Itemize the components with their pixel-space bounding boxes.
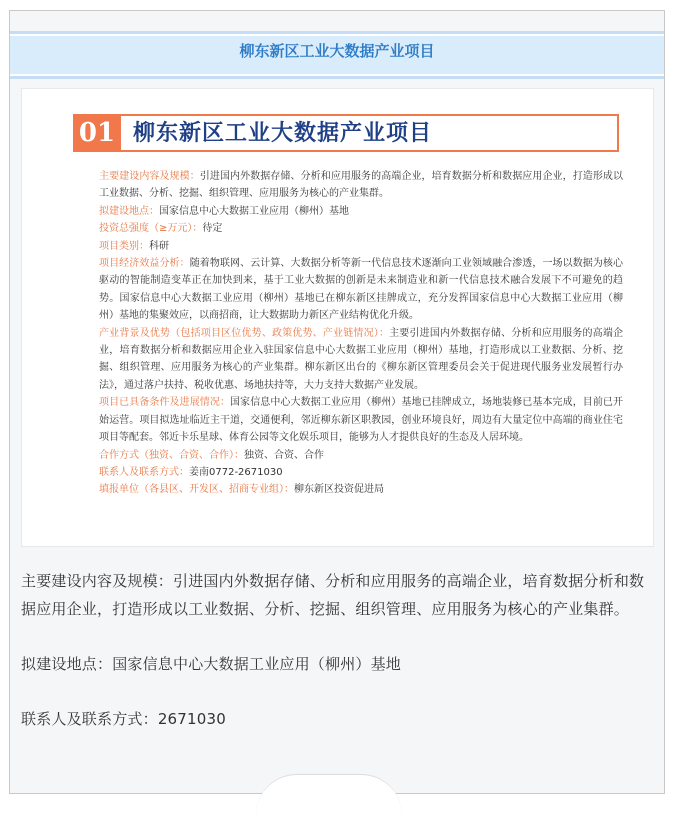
field-reporter — [75, 481, 623, 498]
field-value: 柳东新区投资促进局 — [294, 484, 384, 496]
field-value: 国家信息中心大数据工业应用（柳州）基地 — [159, 205, 349, 217]
article-frame — [9, 10, 665, 794]
field-key: 填报单位（各县区、开发区、招商专业组）： — [99, 484, 294, 496]
project-number: 01 — [73, 114, 121, 152]
summary-value: 2671030 — [157, 710, 227, 728]
summary-value: 引进国内外数据存储、分析和应用服务的高端企业，培育数据分析和数据应用企业，打造形成以工业数据、分析、挖掘、组织管理、应用服务为核心的产业集群。 — [21, 572, 645, 618]
poster-title: 柳东新区工业大数据产业项目 — [133, 120, 433, 146]
field-progress — [75, 394, 623, 446]
field-background — [75, 325, 623, 395]
field-key: 拟建设地点： — [99, 205, 159, 217]
field-contact — [75, 464, 623, 481]
field-investment — [75, 220, 623, 237]
field-key: 项目已具备条件及进展情况： — [99, 397, 231, 409]
field-key: 联系人及联系方式： — [99, 466, 189, 478]
field-scale — [75, 168, 623, 203]
field-value: 待定 — [202, 223, 223, 235]
field-key: 项目类别： — [99, 240, 149, 252]
poster-header — [73, 114, 619, 152]
summary-label: 拟建设地点： — [21, 655, 113, 673]
field-key: 项目经济效益分析： — [99, 258, 190, 270]
summary-text — [21, 567, 657, 760]
field-key: 主要建设内容及规模： — [99, 171, 200, 182]
field-location — [75, 203, 623, 220]
field-value: 独资、合资、合作 — [244, 449, 324, 461]
field-value: 姜南0772-2671030 — [189, 466, 283, 478]
summary-scale — [21, 567, 657, 623]
poster-body — [75, 168, 623, 499]
field-benefit — [75, 255, 623, 325]
field-value: 随着物联网、云计算、大数据分析等新一代信息技术逐渐向工业领域融合渗透，一场以数据为核心驱动的智能制造变革正在加快到来，基于工业大数据的创新是未来制造业和新一代信息技术融合发展下不可避免的趋势。国家信息中心大数据工业应用（柳州）基地已在柳东新区挂牌成立，充分发挥国家信息中心大数据工业应用（柳州）基地的集聚效应，以商招商，让大数据助力新区产业结构优化升级。 — [99, 258, 624, 322]
field-value: 科研 — [149, 240, 169, 252]
field-key: 投资总强度（≥万元）： — [99, 223, 203, 235]
summary-contact — [21, 705, 657, 733]
field-cooperation — [75, 447, 623, 464]
summary-value: 国家信息中心大数据工业应用（柳州）基地 — [112, 655, 402, 673]
summary-label: 联系人及联系方式： — [21, 710, 158, 728]
field-category — [75, 238, 623, 255]
summary-location — [21, 650, 657, 678]
field-value: 引进国内外数据存储、分析和应用服务的高端企业，培育数据分析和数据应用企业，打造形成以工业数据、分析、挖掘、组织管理、应用服务为核心的产业集群。 — [99, 171, 624, 200]
summary-label: 主要建设内容及规模： — [21, 572, 174, 590]
field-key: 合作方式（独资、合资、合作）： — [99, 449, 244, 461]
project-poster — [21, 88, 654, 547]
field-key: 产业背景及优势（包括项目区位优势、政策优势、产业链情况）： — [99, 327, 390, 339]
section-title: 柳东新区工业大数据产业项目 — [239, 42, 435, 60]
field-value: 国家信息中心大数据工业应用（柳州）基地已挂牌成立，场地装修已基本完成，目前已开始运营。项目拟选址临近主干道，交通便利，邻近柳东新区职教园，创业环境良好，周边有大量定位中高端的商业住宅项目等配套。邻近卡乐星球、体育公园等文化娱乐项目，能够为人才提供良好的生态及人居环境。 — [99, 397, 624, 444]
field-value: 主要引进国内外数据存储、分析和应用服务的高端企业，培育数据分析和数据应用企业入驻国家信息中心大数据工业应用（柳州）基地，打造形成以工业数据、分析、挖掘、组织管理、应用服务为核心的产业集群。柳东新区出台的《柳东新区管理委员会关于促进现代服务业发展暂行办法》，通过落户扶持、税收优惠、场地扶持等，大力支持大数据产业发展。 — [99, 327, 624, 391]
bottom-arc-decoration — [256, 774, 402, 815]
